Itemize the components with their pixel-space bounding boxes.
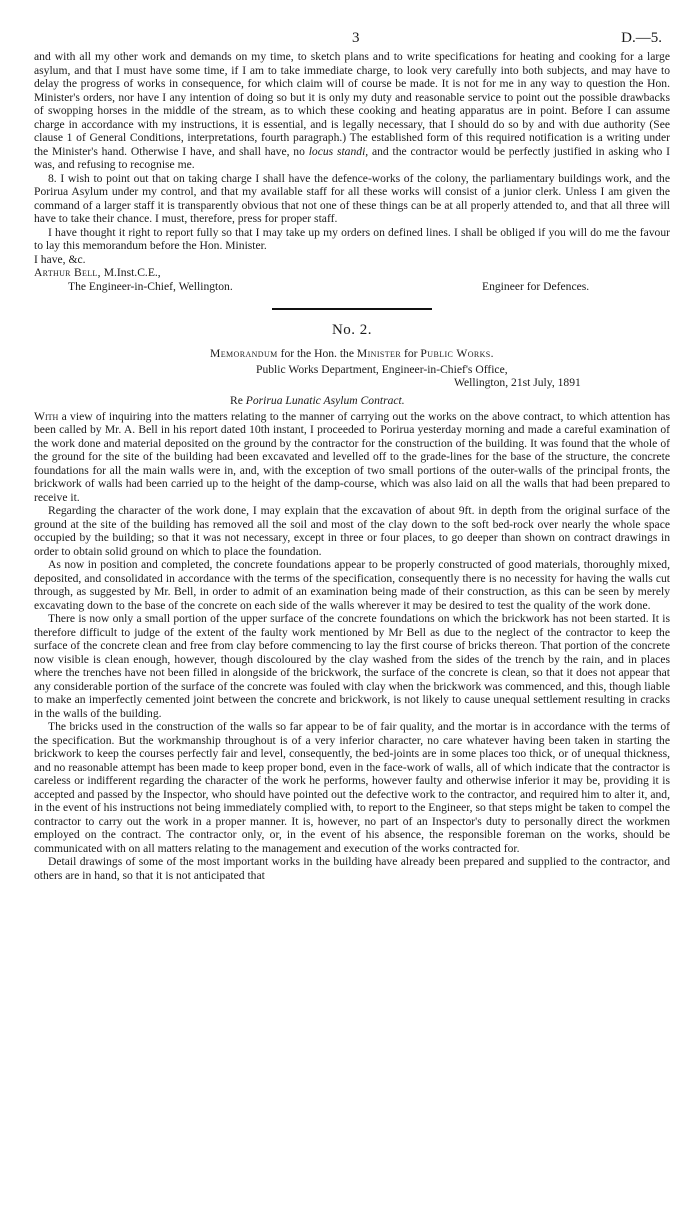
memo-paragraph-5: The bricks used in the construction of the walls so far appear to be of fair quality, and the mortar is in accordance with the terms of the specification. But the workmanship throughout is of a very inferior character, no care whatever having been taken in starting the brickwork to keep the courses perfectly fair and level, consequently, the bed-joints are in some places too thick, or of unequal thickness, and no reasonable attempt has been made to keep proper bond, even in the face-work of walls, all of which indicate that the contractor is careless or indifferent regarding the character of the work he performs, however faulty and otherwise inferior it may be, providing it is accepted and passed by the Inspector, who should have pointed out the defective work to the contractor, and required him to alter it, and, in the event of his instructions not being immediately complied with, to report to the Engineer, so that steps might be taken to compel the contractor to carry out the work in a proper manner. It is, however, no part of an Inspector's duty to personally direct the workmen employed on the contract. The contractor only, or, in the event of his absence, the responsible foreman on the works, should be communicated with on all matters relating to the management and execution of the works contracted for. [34,720,670,855]
page-header [34,30,670,50]
memo-number: No. 2. [331,321,373,338]
memo-paragraph-6: Detail drawings of some of the most important works in the building have already been prepared and supplied to the contractor, and others are in hand, so that it is not anticipated that [34,855,670,882]
locus-standi-italic: locus standi [308,144,366,158]
memo-paragraph-4: There is now only a small portion of the upper surface of the concrete foundations on which the brickwork has not been started. It is therefore difficult to judge of the extent of the faulty work mentioned by Mr Bell as due to the neglect of the contractor to keep the surface of the concrete clean and free from clay before commencing to lay the first course of bricks thereon. That portion of the concrete now visible is clean enough, however, though discoloured by the clay washed from the sides of the trench by the rain, and in places where the trenches have not been filled in alongside of the brickwork, the surface of the concrete is clean, so that it does not appear that any considerable portion of the surface of the concrete was fouled with clay when the brickwork was commenced, and this, though liable to make an imperfectly cemented joint between the concrete and brickwork, is not likely to cause unequal settlement resulting in cracks in the walls of the building. [34,612,670,720]
letter-body [34,50,670,294]
memo-department: Public Works Department, Engineer-in-Chief's Office, [256,362,508,376]
signature-title: M.Inst.C.E., [103,266,161,279]
page-number: 3 [352,30,360,46]
signature-line [34,266,670,280]
memo-subject: Re Porirua Lunatic Asylum Contract. [230,393,405,407]
signature-role: Engineer for Defences. [482,279,590,293]
section-divider [272,308,432,310]
memo-date: Wellington, 21st July, 1891 [454,376,581,389]
letter-paragraph-2: 8. I wish to point out that on taking charge I shall have the defence-works of the colony, the parliamentary buildings work, and the Porirua Asylum under my control, and that my available staff for all these works will consist of a junior clerk. Unless I am given the command of a larger staff it is transparently obvious that not one of these things can be at all properly attended to, and that all three will have to take their chance. I must, therefore, press for proper staff. [34,171,670,225]
signature-name: Arthur Bell, [34,266,101,279]
memo-paragraph-2: Regarding the character of the work done, I may explain that the excavation of about 9ft. in depth from the original surface of the ground at the site of the building has removed all the soil and most of the clay down to the soft bed-rock over nearly the whole space occupied by the building; so that it was not necessary, except in three or four places, to go deeper than shown on contract drawings in order to obtain solid ground on which to place the foundation. [34,504,670,558]
memo-body [34,410,670,883]
document-reference: D.—5. [621,30,662,46]
memo-paragraph-1: With a view of inquiring into the matters relating to the manner of carrying out the works on the above contract, to which attention has been called by Mr. A. Bell in his report dated 10th instant, I proceeded to Porirua yesterday morning and made a careful examination of the work done and material deposited on the ground by the contractor for the construction of the building. It was found that the whole of the ground for the site of the building had been excavated and levelled off to the grade-lines for the base of the structure, the concrete foundations for all the main walls were in, and, with the exception of two small portions of the outer-walls of the principal fronts, the brickwork of walls had been carried up to the height of the damp-course, which was also laid on all the walls that had been prepared to receive it. [34,409,670,504]
memo-heading: Memorandum for the Hon. the Minister for Public Works. [210,346,494,360]
memo-paragraph-3: As now in position and completed, the concrete foundations appear to be properly constructed of good materials, thoroughly mixed, deposited, and consolidated in accordance with the terms of the specification, consequently there is no necessity for having the walls cut through, as suggested by Mr. Bell, in order to admit of an examination being made of their construction, as this can be seen by merely excavating down to the base of the concrete on each side of the walls wherever it may be desired to test the quality of the work done. [34,558,670,612]
letter-paragraph-3: I have thought it right to report fully so that I may take up my orders on defined lines. I shall be obliged if you will do me the favour to lay this memorandum before the Hon. Minister. [34,225,670,252]
addressee-row [34,280,670,294]
closing-salutation: I have, &c. [34,252,86,266]
letter-paragraph-1: and with all my other work and demands on my time, to sketch plans and to write specifications for heating and cooking for a large asylum, and that I must have some time, if I am to take immediate charge, to look very carefully into both subjects, and may have to delay the progress of works in consequence, for which claim will of course be made. It is not for me in any way to question the Hon. Minister's orders, nor have I any intention of doing so but it is only my duty and reasonable service to point out the possible drawbacks of swopping horses in the middle of the stream, as to which these cooking and heating apparatus are in point. Before I can assume charge in accordance with my instructions, it is essential, and is legally necessary, that I should do so by and with due authority (See clause 1 of General Conditions, interpretations, fourth paragraph.) The established form of this required notification is a writing under the Minister's hand. Otherwise I have, and shall have, no locus standi, and the contractor would be perfectly justified in asking who I was, and refusing to recognise me. [34,50,670,171]
addressee: The Engineer-in-Chief, Wellington. [68,279,233,293]
